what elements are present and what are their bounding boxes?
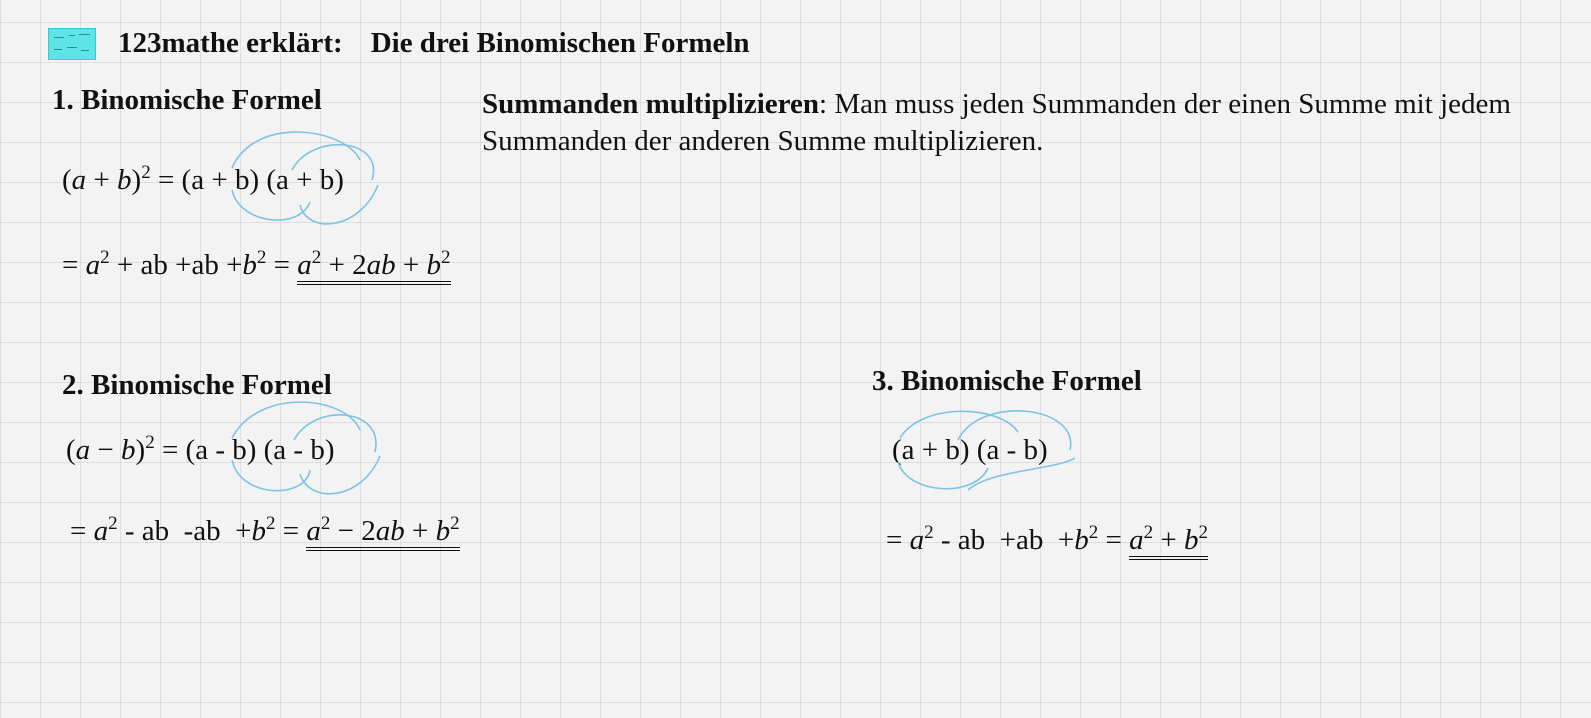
formula3-result: $a^2 + b^2$	[1129, 525, 1208, 560]
formula2-expansion: = (a - b) (a - b)	[154, 434, 335, 466]
page-title	[118, 27, 750, 60]
formula3-expansion: (a + b) (a - b)	[892, 434, 1048, 466]
explanation-text	[482, 86, 1542, 160]
formula3-steps: = $a^2$ - ab $+ab +b^2 = a^2 + b^2$	[886, 524, 1208, 560]
title-text: Die drei Binomischen Formeln	[370, 27, 750, 59]
formula3-heading: 3. Binomische Formel	[872, 365, 1142, 397]
formula2-result: $a^2 - 2ab + b^2$	[306, 516, 459, 551]
formula1-result: $a^2 + 2ab + b^2$	[297, 250, 450, 285]
123mathe-logo-icon	[48, 28, 96, 60]
formula1-heading: 1. Binomische Formel	[52, 84, 322, 116]
brand-label: 123mathe erklärt:	[118, 27, 343, 59]
formula2-heading: 2. Binomische Formel	[62, 369, 332, 401]
formula1-expansion: = (a + b) (a + b)	[150, 164, 344, 196]
explanation-body: : Man muss jeden Summanden der einen Summe mit jedem Summanden der anderen Summe multiplizieren.	[482, 88, 1511, 157]
formula2-lhs: $(a - b)^2 = (a - b)$ (a - b)	[66, 432, 335, 466]
formula1-lhs: $(a + b)^2 = (a + b)$ (a + b)	[62, 162, 344, 196]
formula2-steps: = $a^2$ - ab $-ab +b^2 = a^2 - 2ab + b^2$	[70, 515, 460, 551]
explanation-term: Summanden multiplizieren	[482, 88, 820, 120]
formula1-steps: = $a^2$ + ab $+ab +b^2 = a^2 + 2ab + b^2$	[62, 249, 451, 285]
